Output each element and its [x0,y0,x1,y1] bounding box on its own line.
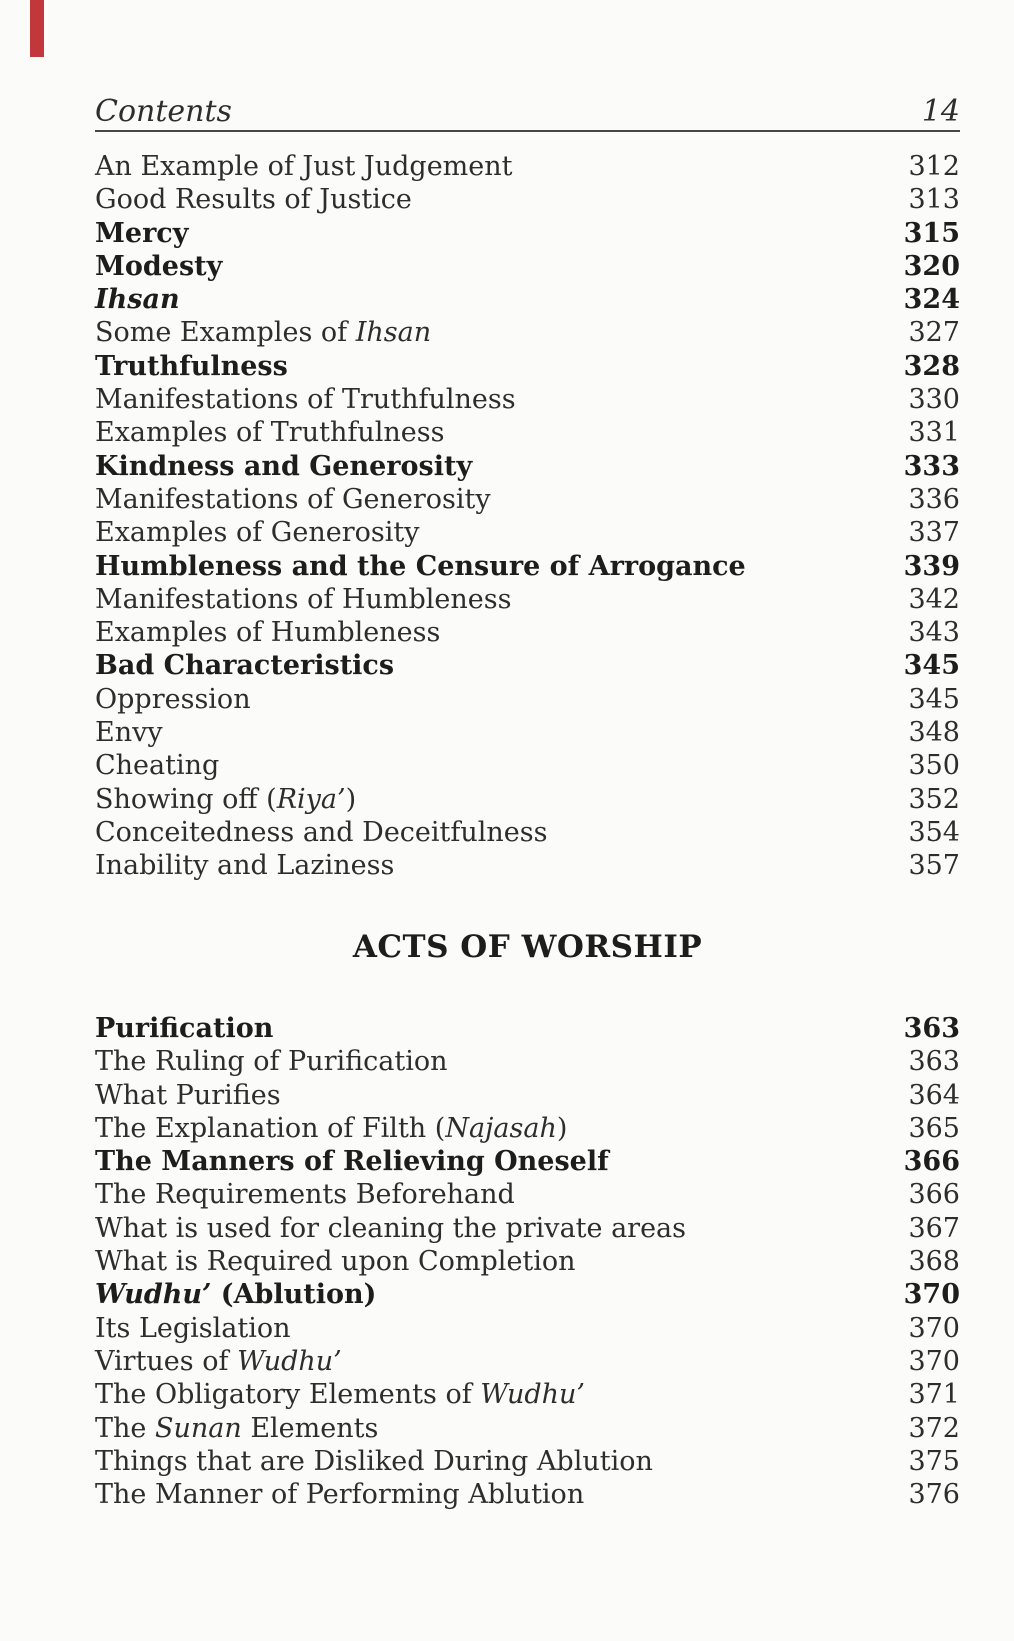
toc-entry-title: Humbleness and the Censure of Arrogance [95,550,746,582]
toc-entry-page: 348 [908,717,960,749]
toc-entry-page: 370 [908,1345,960,1377]
toc-entry-page: 352 [908,783,960,815]
toc-entry-page: 328 [903,350,960,382]
toc-entry-title: Conceitedness and Deceitfulness [95,816,548,848]
toc-entry-page: 367 [908,1212,960,1244]
toc-entry-page: 366 [903,1146,960,1178]
toc-entry-title: Manifestations of Truthfulness [95,384,516,416]
toc-entry-title: What Purifies [95,1079,281,1111]
toc-entry-page: 372 [908,1412,960,1444]
toc-entry [95,150,960,183]
toc-entry-title: Purification [95,1013,274,1044]
toc-entry [95,350,960,383]
toc-entry-page: 366 [908,1179,960,1211]
toc-entry [95,217,960,250]
toc-entry [95,450,960,483]
toc-entry [95,383,960,416]
toc-entry-page: 333 [903,450,960,482]
toc-entry-page: 342 [908,583,960,615]
toc-entry-page: 375 [908,1445,960,1477]
toc-entry [95,1045,960,1078]
toc-entry [95,683,960,716]
toc-entry-page: 339 [903,550,960,582]
toc-entry [95,583,960,616]
toc-entry [95,1112,960,1145]
toc-entry [95,1212,960,1245]
toc-entry [95,1378,960,1411]
toc-entry-title: Mercy [95,217,189,249]
toc-entry [95,516,960,549]
toc-entry [95,183,960,216]
toc-entry [95,316,960,349]
toc-entry-page: 336 [908,483,960,515]
acts-of-worship-heading: ACTS OF WORSHIP [352,929,703,965]
toc-entry-title: The Requirements Beforehand [95,1179,515,1211]
toc-entry-page: 345 [908,683,960,715]
toc-entry [95,1145,960,1178]
toc-entry-title: The Explanation of Filth (Najasah) [95,1112,568,1144]
toc-entry-page: 312 [908,151,960,182]
toc-entry [95,1245,960,1278]
toc-entry-title: Examples of Truthfulness [95,417,445,449]
toc-entry-title: Virtues of Wudhu’ [95,1345,342,1377]
toc-entry-title: Showing off (Riya’) [95,783,357,815]
toc-entry-title: Cheating [95,750,220,782]
toc-entry [95,816,960,849]
toc-entry-page: 330 [908,384,960,416]
toc-entry-title: Good Results of Justice [95,184,412,216]
toc-entry-page: 327 [908,317,960,349]
toc-entry-page: 350 [908,750,960,782]
toc-entry-page: 357 [908,850,960,882]
toc-entry-title: Some Examples of Ihsan [95,317,432,349]
toc-entry-page: 337 [908,517,960,549]
toc-entry-title: Modesty [95,250,223,282]
toc-entry-page: 376 [908,1479,960,1511]
toc-entry [95,1012,960,1045]
toc-entry-title: Envy [95,717,163,749]
toc-entry-title: The Manner of Performing Ablution [95,1479,585,1511]
toc-entry-title: The Sunan Elements [95,1412,379,1444]
toc-entry-title: Its Legislation [95,1312,291,1344]
toc-entry-title: Ihsan [95,284,180,316]
toc-entry-page: 313 [908,184,960,216]
toc-entry [95,283,960,316]
toc-entry [95,649,960,682]
toc-entry-title: Wudhu’ (Ablution) [95,1279,377,1311]
toc-entry-title: Examples of Generosity [95,517,420,549]
toc-section-characteristics [95,150,960,883]
toc-entry-title: Manifestations of Generosity [95,483,491,515]
toc-entry [95,1278,960,1311]
toc-entry-page: 331 [908,417,960,449]
toc-entry [95,1312,960,1345]
toc-entry [95,1079,960,1112]
toc-entry-title: The Ruling of Purification [95,1046,448,1078]
red-scan-mark [30,0,44,57]
toc-entry [95,483,960,516]
toc-entry-title: The Manners of Relieving Oneself [95,1146,609,1178]
toc-entry [95,550,960,583]
toc-entry-title: The Obligatory Elements of Wudhu’ [95,1379,585,1411]
toc-section-acts-of-worship [95,1012,960,1511]
toc-entry [95,1345,960,1378]
toc-entry-title: Oppression [95,683,251,715]
toc-entry-title: Inability and Laziness [95,850,395,882]
toc-entry [95,1412,960,1445]
toc-entry-page: 370 [908,1312,960,1344]
toc-entry [95,416,960,449]
toc-entry-page: 364 [908,1079,960,1111]
toc-entry-page: 343 [908,617,960,649]
contents-title: Contents [95,94,232,129]
toc-entry [95,1445,960,1478]
toc-entry [95,849,960,882]
toc-entry-page: 368 [908,1246,960,1278]
toc-entry-title: Truthfulness [95,350,288,382]
toc-entry-title: An Example of Just Judgement [95,151,513,182]
toc-entry-page: 370 [903,1279,960,1311]
toc-entry [95,250,960,283]
toc-entry [95,1478,960,1511]
toc-entry-title: Manifestations of Humbleness [95,583,512,615]
header-page-number: 14 [921,94,960,129]
toc-entry-page: 363 [903,1013,960,1044]
toc-entry-title: Examples of Humbleness [95,617,441,649]
toc-entry-page: 365 [908,1112,960,1144]
toc-entry-page: 371 [908,1379,960,1411]
toc-entry-title: Things that are Disliked During Ablution [95,1445,653,1477]
toc-entry [95,783,960,816]
toc-entry [95,1178,960,1211]
toc-entry-title: Bad Characteristics [95,650,395,682]
page-header [95,96,960,132]
toc-entry [95,749,960,782]
toc-entry-title: What is used for cleaning the private areas [95,1212,687,1244]
toc-entry-page: 324 [903,284,960,316]
toc-entry [95,716,960,749]
toc-entry-title: What is Required upon Completion [95,1246,576,1278]
toc-entry-page: 315 [903,217,960,249]
toc-entry [95,616,960,649]
toc-entry-page: 345 [903,650,960,682]
toc-entry-title: Kindness and Generosity [95,450,473,482]
toc-entry-page: 354 [908,816,960,848]
toc-entry-page: 320 [903,250,960,282]
toc-entry-page: 363 [908,1046,960,1078]
